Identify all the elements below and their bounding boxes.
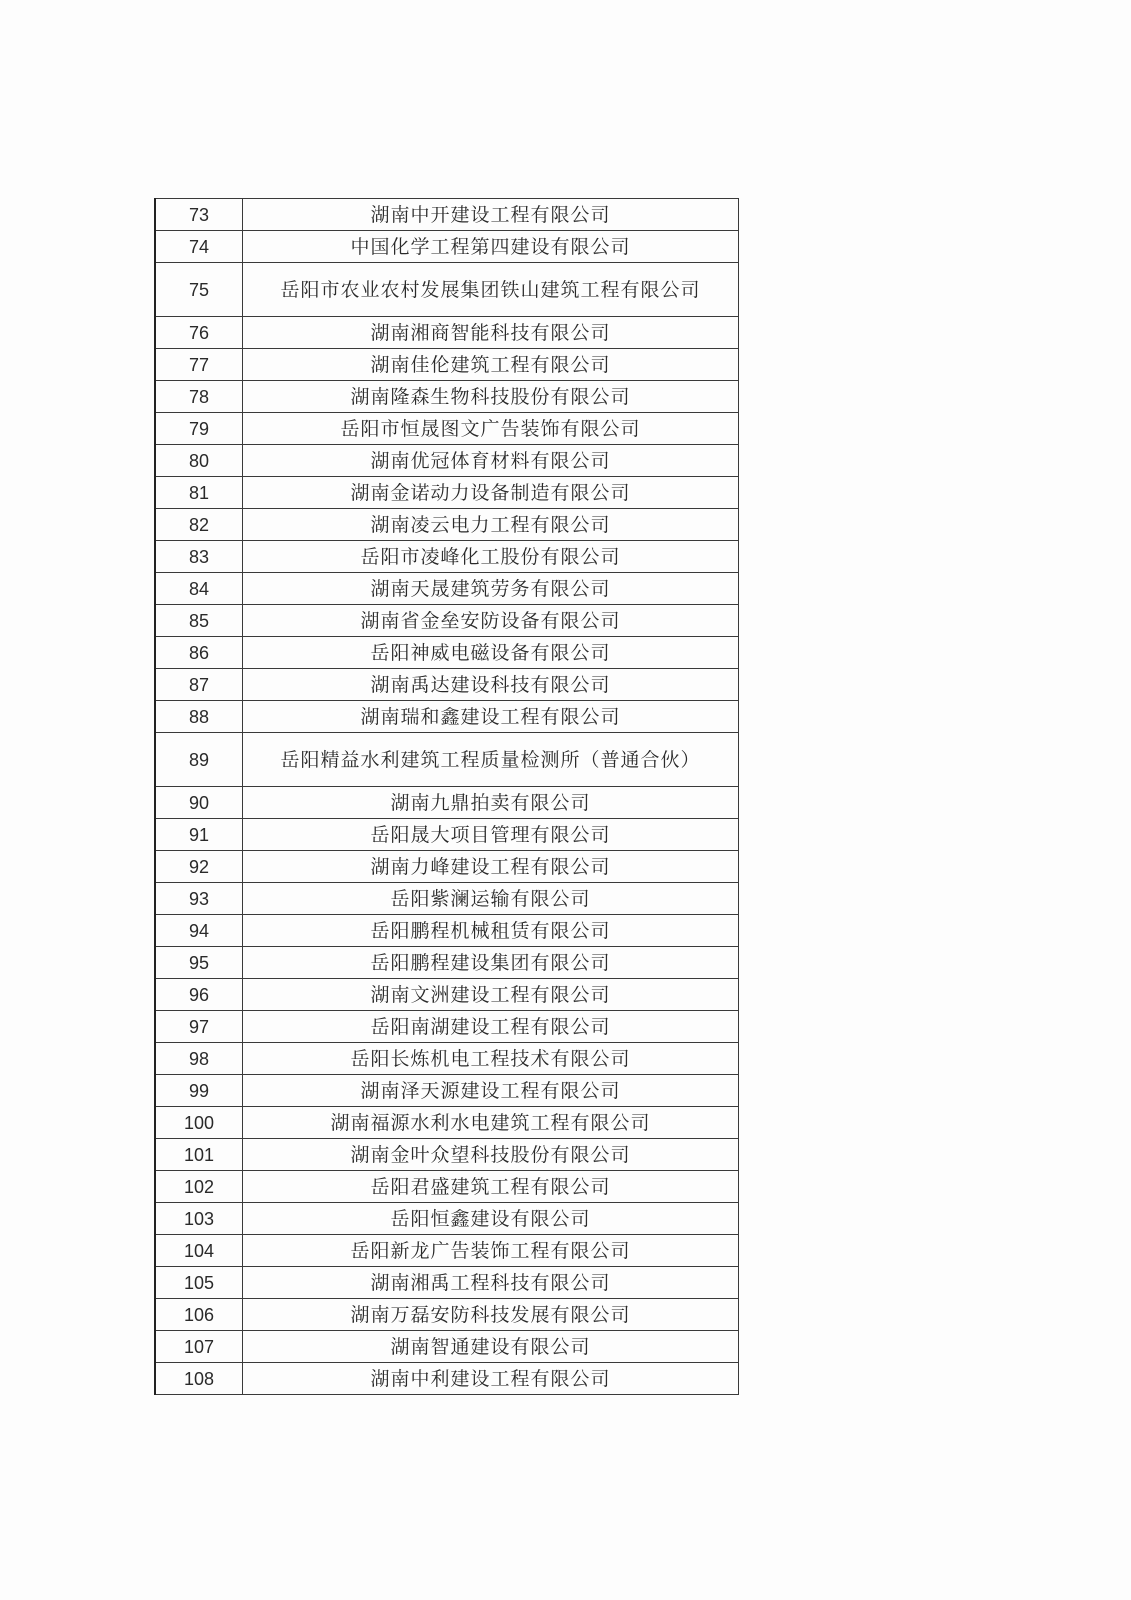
row-number: 76 bbox=[155, 317, 243, 349]
table-row bbox=[155, 445, 739, 477]
table-row bbox=[155, 1235, 739, 1267]
company-name: 岳阳鹏程机械租赁有限公司 bbox=[243, 915, 739, 947]
company-name: 湖南金诺动力设备制造有限公司 bbox=[243, 477, 739, 509]
company-name: 湖南凌云电力工程有限公司 bbox=[243, 509, 739, 541]
table-row bbox=[155, 947, 739, 979]
table-row bbox=[155, 637, 739, 669]
row-number: 77 bbox=[155, 349, 243, 381]
table-row bbox=[155, 317, 739, 349]
company-list-table bbox=[154, 198, 739, 1395]
row-number: 82 bbox=[155, 509, 243, 541]
row-number: 105 bbox=[155, 1267, 243, 1299]
row-number: 104 bbox=[155, 1235, 243, 1267]
row-number: 101 bbox=[155, 1139, 243, 1171]
company-name: 岳阳长炼机电工程技术有限公司 bbox=[243, 1043, 739, 1075]
row-number: 95 bbox=[155, 947, 243, 979]
company-name: 中国化学工程第四建设有限公司 bbox=[243, 231, 739, 263]
table-row bbox=[155, 787, 739, 819]
row-number: 92 bbox=[155, 851, 243, 883]
row-number: 100 bbox=[155, 1107, 243, 1139]
table-row bbox=[155, 1203, 739, 1235]
company-name: 湖南福源水利水电建筑工程有限公司 bbox=[243, 1107, 739, 1139]
table-row bbox=[155, 1363, 739, 1395]
row-number: 103 bbox=[155, 1203, 243, 1235]
row-number: 90 bbox=[155, 787, 243, 819]
table-row bbox=[155, 819, 739, 851]
company-name: 湖南优冠体育材料有限公司 bbox=[243, 445, 739, 477]
company-name: 湖南中开建设工程有限公司 bbox=[243, 199, 739, 231]
row-number: 89 bbox=[155, 733, 243, 787]
row-number: 107 bbox=[155, 1331, 243, 1363]
table-row bbox=[155, 1075, 739, 1107]
table-row bbox=[155, 573, 739, 605]
company-name: 湖南力峰建设工程有限公司 bbox=[243, 851, 739, 883]
table-row bbox=[155, 413, 739, 445]
table-row bbox=[155, 381, 739, 413]
company-name: 湖南佳伦建筑工程有限公司 bbox=[243, 349, 739, 381]
company-name: 岳阳精益水利建筑工程质量检测所（普通合伙） bbox=[243, 733, 739, 787]
company-name: 湖南文洲建设工程有限公司 bbox=[243, 979, 739, 1011]
table-row bbox=[155, 1331, 739, 1363]
company-name: 湖南中利建设工程有限公司 bbox=[243, 1363, 739, 1395]
company-name: 湖南湘禹工程科技有限公司 bbox=[243, 1267, 739, 1299]
table-row bbox=[155, 231, 739, 263]
row-number: 83 bbox=[155, 541, 243, 573]
company-name: 岳阳市凌峰化工股份有限公司 bbox=[243, 541, 739, 573]
table-row bbox=[155, 1171, 739, 1203]
table-row bbox=[155, 541, 739, 573]
table-row bbox=[155, 199, 739, 231]
table-row bbox=[155, 883, 739, 915]
row-number: 87 bbox=[155, 669, 243, 701]
company-name: 湖南智通建设有限公司 bbox=[243, 1331, 739, 1363]
company-name: 湖南禹达建设科技有限公司 bbox=[243, 669, 739, 701]
table-row bbox=[155, 1107, 739, 1139]
row-number: 94 bbox=[155, 915, 243, 947]
table-row bbox=[155, 669, 739, 701]
row-number: 98 bbox=[155, 1043, 243, 1075]
table-row bbox=[155, 979, 739, 1011]
table-row bbox=[155, 1267, 739, 1299]
table-row bbox=[155, 263, 739, 317]
row-number: 93 bbox=[155, 883, 243, 915]
row-number: 85 bbox=[155, 605, 243, 637]
company-name: 岳阳市农业农村发展集团铁山建筑工程有限公司 bbox=[243, 263, 739, 317]
table-row bbox=[155, 701, 739, 733]
table-row bbox=[155, 605, 739, 637]
table-row bbox=[155, 1139, 739, 1171]
company-name: 岳阳恒鑫建设有限公司 bbox=[243, 1203, 739, 1235]
table-row bbox=[155, 1043, 739, 1075]
company-name: 湖南九鼎拍卖有限公司 bbox=[243, 787, 739, 819]
company-name: 湖南隆森生物科技股份有限公司 bbox=[243, 381, 739, 413]
table-row bbox=[155, 477, 739, 509]
table-row bbox=[155, 733, 739, 787]
row-number: 78 bbox=[155, 381, 243, 413]
table-row bbox=[155, 349, 739, 381]
row-number: 91 bbox=[155, 819, 243, 851]
row-number: 79 bbox=[155, 413, 243, 445]
row-number: 96 bbox=[155, 979, 243, 1011]
company-name: 湖南天晟建筑劳务有限公司 bbox=[243, 573, 739, 605]
row-number: 75 bbox=[155, 263, 243, 317]
row-number: 86 bbox=[155, 637, 243, 669]
row-number: 99 bbox=[155, 1075, 243, 1107]
company-list-body bbox=[155, 199, 739, 1395]
row-number: 80 bbox=[155, 445, 243, 477]
company-name: 岳阳鹏程建设集团有限公司 bbox=[243, 947, 739, 979]
row-number: 88 bbox=[155, 701, 243, 733]
company-name: 湖南瑞和鑫建设工程有限公司 bbox=[243, 701, 739, 733]
row-number: 106 bbox=[155, 1299, 243, 1331]
row-number: 108 bbox=[155, 1363, 243, 1395]
row-number: 81 bbox=[155, 477, 243, 509]
row-number: 97 bbox=[155, 1011, 243, 1043]
company-name: 湖南湘商智能科技有限公司 bbox=[243, 317, 739, 349]
company-name: 湖南省金垒安防设备有限公司 bbox=[243, 605, 739, 637]
company-name: 岳阳君盛建筑工程有限公司 bbox=[243, 1171, 739, 1203]
table-row bbox=[155, 915, 739, 947]
company-name: 岳阳紫澜运输有限公司 bbox=[243, 883, 739, 915]
company-name: 湖南金叶众望科技股份有限公司 bbox=[243, 1139, 739, 1171]
table-row bbox=[155, 1011, 739, 1043]
row-number: 73 bbox=[155, 199, 243, 231]
table-row bbox=[155, 851, 739, 883]
company-name: 岳阳晟大项目管理有限公司 bbox=[243, 819, 739, 851]
company-name: 岳阳新龙广告装饰工程有限公司 bbox=[243, 1235, 739, 1267]
table-row bbox=[155, 509, 739, 541]
company-name: 湖南万磊安防科技发展有限公司 bbox=[243, 1299, 739, 1331]
company-name: 岳阳市恒晟图文广告装饰有限公司 bbox=[243, 413, 739, 445]
row-number: 74 bbox=[155, 231, 243, 263]
company-name: 岳阳神威电磁设备有限公司 bbox=[243, 637, 739, 669]
row-number: 84 bbox=[155, 573, 243, 605]
table-row bbox=[155, 1299, 739, 1331]
company-name: 岳阳南湖建设工程有限公司 bbox=[243, 1011, 739, 1043]
row-number: 102 bbox=[155, 1171, 243, 1203]
company-name: 湖南泽天源建设工程有限公司 bbox=[243, 1075, 739, 1107]
